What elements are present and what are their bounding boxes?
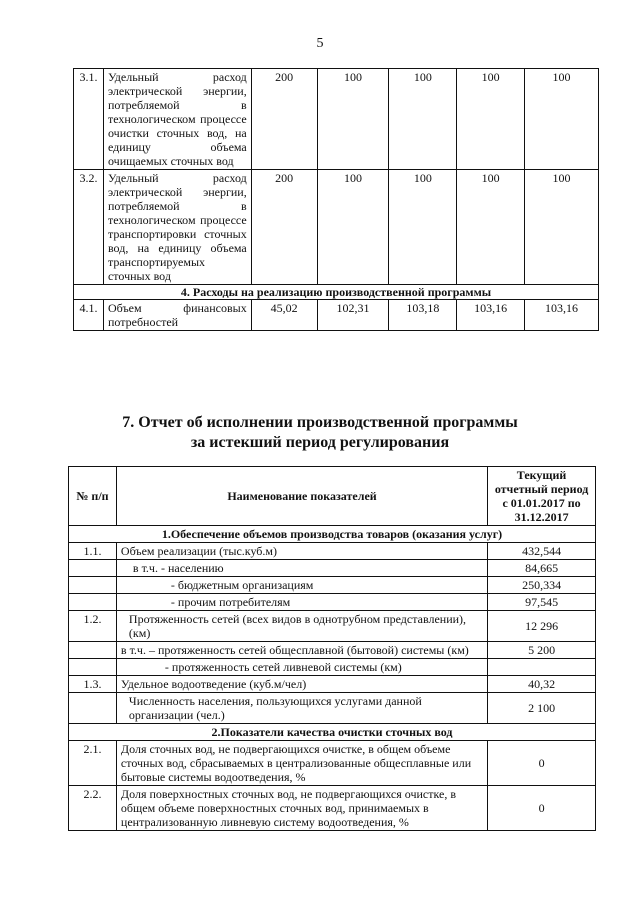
- value-cell: 40,32: [488, 676, 596, 693]
- value-cell: 250,334: [488, 577, 596, 594]
- table-row: [69, 594, 596, 611]
- table-row: [69, 577, 596, 594]
- indicator-name: Объем реализации (тыс.куб.м): [116, 543, 487, 560]
- value-cell: [488, 659, 596, 676]
- value-cell: 97,545: [488, 594, 596, 611]
- value-cell: 100: [525, 170, 599, 285]
- table-row: [69, 611, 596, 642]
- indicators-table-continued: [73, 68, 599, 331]
- table-row: [69, 741, 596, 786]
- value-cell: 45,02: [251, 300, 317, 331]
- row-number: 1.3.: [69, 676, 117, 693]
- table-row: [74, 69, 599, 170]
- section-title: 4. Расходы на реализацию производственной программы: [74, 285, 599, 300]
- heading-line: 7. Отчет об исполнении производственной программы: [122, 414, 518, 431]
- row-number: 3.2.: [74, 170, 104, 285]
- value-cell: 0: [488, 741, 596, 786]
- table-row: [69, 642, 596, 659]
- value-cell: 103,16: [457, 300, 525, 331]
- value-cell: 84,665: [488, 560, 596, 577]
- table-row: [69, 659, 596, 676]
- section-heading: [0, 413, 640, 453]
- column-header-number: № п/п: [69, 467, 117, 526]
- value-cell: 100: [457, 69, 525, 170]
- indicator-name: - протяженность сетей ливневой системы (км): [116, 659, 487, 676]
- column-header-period: Текущий отчетный период с 01.01.2017 по 31.12.2017: [488, 467, 596, 526]
- value-cell: 200: [251, 170, 317, 285]
- header-row: [69, 467, 596, 526]
- value-cell: 102,31: [317, 300, 389, 331]
- row-number: 1.2.: [69, 611, 117, 642]
- value-cell: 100: [525, 69, 599, 170]
- page-number: 5: [316, 36, 324, 51]
- table-row: [69, 676, 596, 693]
- indicator-name: Удельное водоотведение (куб.м/чел): [116, 676, 487, 693]
- value-cell: 0: [488, 786, 596, 831]
- value-cell: 200: [251, 69, 317, 170]
- value-cell: 100: [389, 69, 457, 170]
- value-cell: 5 200: [488, 642, 596, 659]
- row-number: 2.2.: [69, 786, 117, 831]
- table-row: [69, 560, 596, 577]
- value-cell: 2 100: [488, 693, 596, 724]
- table-row: [74, 170, 599, 285]
- indicator-name: Доля сточных вод, не подвергающихся очистке, в общем объеме сточных вод, сбрасываемых в централизованные общесплавные или бытовые системы водоотведения, %: [116, 741, 487, 786]
- indicator-name: - прочим потребителям: [116, 594, 487, 611]
- value-cell: 103,18: [389, 300, 457, 331]
- indicator-name: Численность населения, пользующихся услугами данной организации (чел.): [116, 693, 487, 724]
- report-table: [68, 466, 596, 831]
- row-number: 3.1.: [74, 69, 104, 170]
- indicator-name: Удельный расход электрической энергии, потребляемой в технологическом процессе очистки сточных вод, на единицу объема очищаемых сточных вод: [103, 69, 251, 170]
- value-cell: 100: [389, 170, 457, 285]
- table-row: [69, 693, 596, 724]
- section-title: 2.Показатели качества очистки сточных вод: [69, 724, 596, 741]
- row-number: 2.1.: [69, 741, 117, 786]
- section-row: [69, 724, 596, 741]
- value-cell: 100: [457, 170, 525, 285]
- row-number: 1.1.: [69, 543, 117, 560]
- indicator-name: - бюджетным организациям: [116, 577, 487, 594]
- indicator-name: Протяженность сетей (всех видов в однотрубном представлении), (км): [116, 611, 487, 642]
- value-cell: 12 296: [488, 611, 596, 642]
- table-row: [69, 543, 596, 560]
- section-title: 1.Обеспечение объемов производства товаров (оказания услуг): [69, 526, 596, 543]
- indicator-name: Объем финансовых потребностей: [103, 300, 251, 331]
- value-cell: 103,16: [525, 300, 599, 331]
- indicator-name: в т.ч. - населению: [116, 560, 487, 577]
- section-row: [69, 526, 596, 543]
- value-cell: 100: [317, 69, 389, 170]
- indicator-name: Доля поверхностных сточных вод, не подвергающихся очистке, в общем объеме поверхностных сточных вод, принимаемых в централизованную ливневую систему водоотведения, %: [116, 786, 487, 831]
- column-header-name: Наименование показателей: [116, 467, 487, 526]
- indicator-name: Удельный расход электрической энергии, потребляемой в технологическом процессе транспортировки сточных вод, на единицу объема транспортируемых сточных вод: [103, 170, 251, 285]
- heading-line: за истекший период регулирования: [190, 434, 450, 451]
- table-row: [69, 786, 596, 831]
- section-row: [74, 285, 599, 300]
- indicator-name: в т.ч. – протяженность сетей общесплавной (бытовой) системы (км): [116, 642, 487, 659]
- table-row: [74, 300, 599, 331]
- value-cell: 432,544: [488, 543, 596, 560]
- row-number: 4.1.: [74, 300, 104, 331]
- value-cell: 100: [317, 170, 389, 285]
